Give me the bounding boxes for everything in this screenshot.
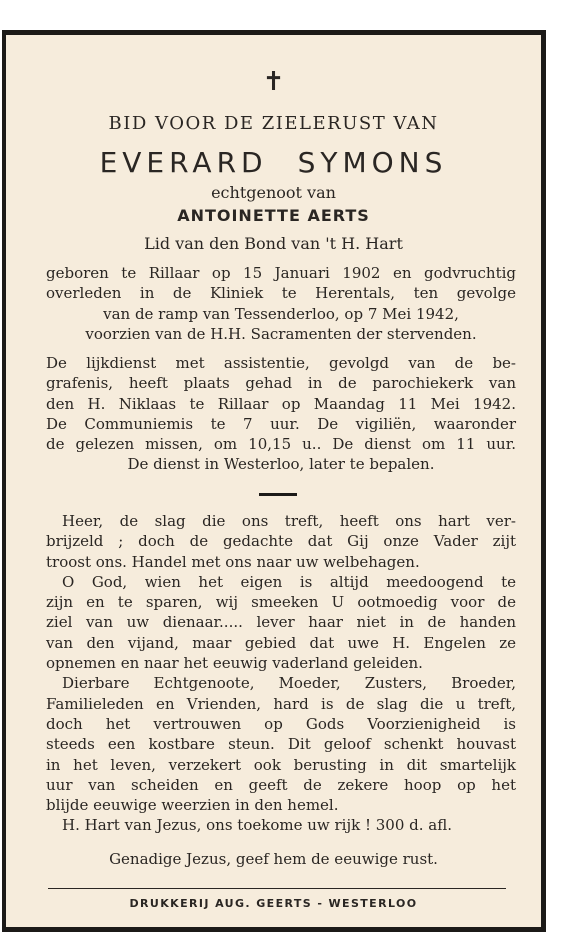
divider: [259, 493, 297, 496]
text-line: O God, wien het eigen is altijd meedoogend te: [62, 572, 516, 591]
text-line: Dierbare Echtgenoote, Moeder, Zusters, Broeder,: [62, 674, 516, 693]
membership-line: Lid van den Bond van 't H. Hart: [144, 234, 403, 253]
spouse-name: ANTOINETTE AERTS: [177, 206, 370, 225]
text-line: zijn en te sparen, wij smeeken U ootmoedig voor de: [46, 593, 516, 612]
printer-credit: DRUKKERIJ AUG. GEERTS - WESTERLOO: [129, 897, 418, 910]
text-line: brijzeld ; doch de gedachte dat Gij onze Vader zijt: [46, 532, 516, 551]
prayer-paragraph-1: [46, 511, 516, 836]
text-line: de gelezen missen, om 10,15 u.. De dienst om 11 uur.: [46, 435, 516, 454]
text-line: De Communiemis te 7 uur. De vigiliën, waaronder: [46, 414, 516, 433]
prayer-heading: BID VOOR DE ZIELERUST VAN: [108, 113, 439, 134]
text-line: steeds een kostbare steun. Dit geloof schenkt houvast: [46, 735, 516, 754]
memorial-card: [2, 30, 546, 932]
spouse-label: echtgenoot van: [211, 183, 336, 202]
text-line: doch het vertrouwen op Gods Voorzienigheid is: [46, 714, 516, 733]
text-line: De lijkdienst met assistentie, gevolgd van de be-: [46, 354, 516, 372]
deceased-name: [6, 146, 541, 179]
text-line: van den vijand, maar gebied dat uwe H. Engelen ze: [46, 633, 516, 652]
funeral-paragraph: [46, 353, 516, 475]
text-line: den H. Niklaas te Rillaar op Maandag 11 Mei 1942.: [46, 394, 516, 413]
text-line: Heer, de slag die ons treft, heeft ons hart ver-: [62, 512, 516, 530]
cross-icon: ✝: [262, 67, 285, 97]
text-line: opnemen en naar het eeuwig vaderland geleiden.: [46, 654, 423, 673]
text-line: Familieleden en Vrienden, hard is de slag die u treft,: [46, 694, 516, 713]
text-line: uur van scheiden en geeft de zekere hoop op het: [46, 775, 516, 794]
text-line: De dienst in Westerloo, later te bepalen.: [127, 455, 435, 474]
text-line: blijde eeuwige weerzien in den hemel.: [46, 796, 339, 815]
first-name: EVERARD: [99, 146, 268, 179]
text-line: troost ons. Handel met ons naar uw welbehagen.: [46, 552, 420, 571]
text-line: grafenis, heeft plaats gehad in de parochiekerk van: [46, 374, 516, 393]
last-name: SYMONS: [297, 146, 448, 179]
text-line: van de ramp van Tessenderloo, op 7 Mei 1942,: [103, 304, 459, 323]
closing-prayer: Genadige Jezus, geef hem de eeuwige rust.: [109, 850, 438, 868]
text-line: ziel van uw dienaar..... lever haar niet in de handen: [46, 613, 516, 632]
text-line: voorzien van de H.H. Sacramenten der stervenden.: [85, 324, 477, 343]
footer-rule: [48, 888, 506, 889]
text-line: overleden in de Kliniek te Herentals, ten gevolge: [46, 284, 516, 303]
text-line: geboren te Rillaar op 15 Januari 1902 en godvruchtig: [46, 264, 516, 282]
indulgence-line: H. Hart van Jezus, ons toekome uw rijk ! 300 d. afl.: [62, 816, 453, 835]
text-line: in het leven, verzekert ook berusting in dit smartelijk: [46, 755, 516, 774]
birth-death-paragraph: [46, 263, 516, 344]
